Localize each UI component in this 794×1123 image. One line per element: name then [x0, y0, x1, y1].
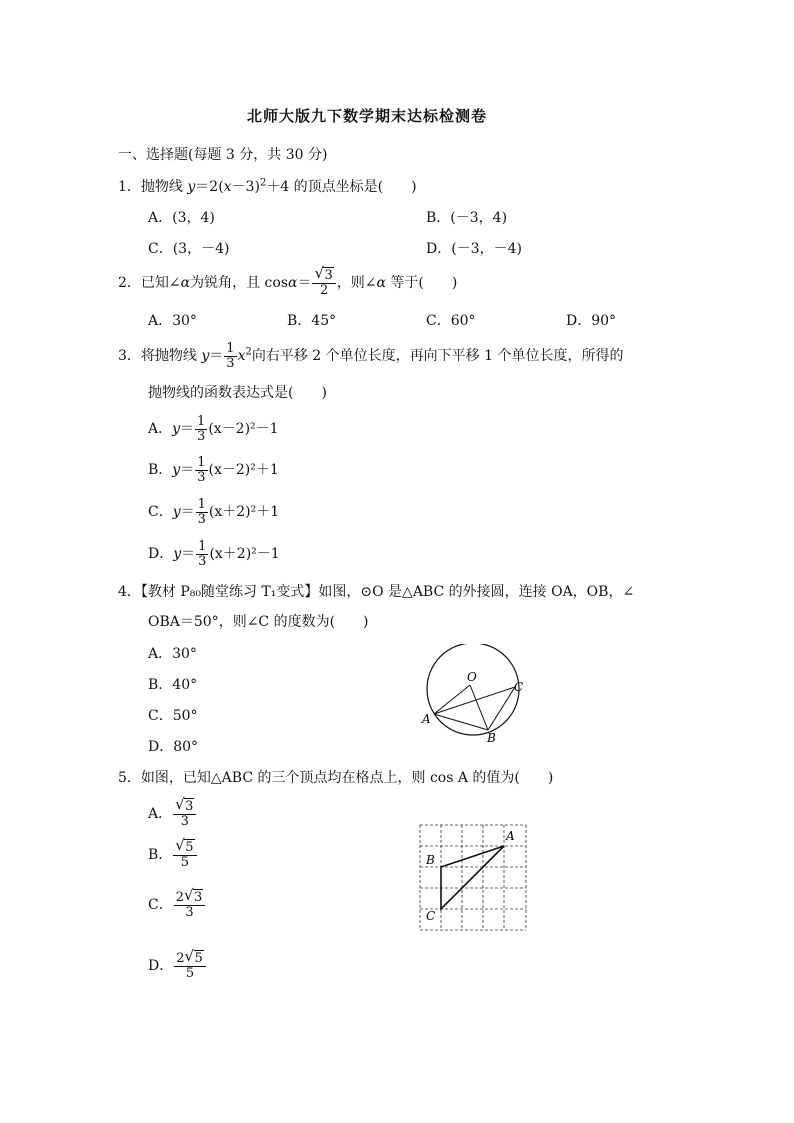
q4-option-b[interactable]: B．40° [148, 677, 198, 693]
label-c: C [514, 680, 524, 694]
q5-option-b[interactable]: B． √ 5 5 [148, 840, 198, 870]
q1-option-a[interactable]: A．(3，4) [148, 210, 215, 226]
q3-option-b[interactable]: B．y＝ $\frac{1}{3}$ (x－2)²＋1 [148, 454, 279, 485]
segment-bc [488, 687, 515, 730]
q5-option-a[interactable]: A． √ 3 3 [148, 799, 197, 829]
grid-figure [415, 820, 533, 934]
circle-figure [418, 644, 538, 744]
q4-option-d[interactable]: D．80° [148, 739, 199, 755]
q2-option-a[interactable]: A．30° [148, 313, 197, 329]
q1-option-d[interactable]: D．(－3，－4) [426, 241, 522, 257]
circumcircle [427, 644, 519, 735]
segment-oa [434, 685, 470, 714]
q2-option-d[interactable]: D．90° [566, 313, 617, 329]
q3-option-a[interactable]: A．y＝ $\frac{1}{3}$ (x－2)²－1 [148, 413, 279, 444]
question-4-line2: OBA＝50°，则∠C 的度数为( ) [148, 614, 369, 630]
segment-ob [470, 685, 488, 730]
q2-option-c[interactable]: C．60° [426, 313, 476, 329]
grid-label-b: B [426, 853, 435, 867]
page-title: 北师大版九下数学期末达标检测卷 [247, 107, 488, 125]
q5-option-c[interactable]: C． 2 √ 3 3 [148, 890, 206, 920]
question-3-line2: 抛物线的函数表达式是( ) [148, 385, 327, 401]
segment-ab [434, 714, 488, 730]
grid-label-a: A [506, 829, 515, 843]
q1-option-c[interactable]: C．(3，－4) [148, 241, 230, 257]
q4-option-a[interactable]: A．30° [148, 646, 197, 662]
q3-option-c[interactable]: C．y＝ $\frac{1}{3}$ (x＋2)²＋1 [148, 496, 280, 527]
section-heading: 一、选择题(每题 3 分，共 30 分) [118, 147, 328, 163]
q2-option-b[interactable]: B．45° [287, 313, 337, 329]
triangle-abc [441, 846, 504, 909]
segment-ac [434, 687, 515, 714]
question-4: 4．【教材 P₈₀随堂练习 T₁变式】如图，⊙O 是△ABC 的外接圆，连接 OA，OB，∠ [118, 584, 635, 600]
question-5: 5．如图，已知△ABC 的三个顶点均在格点上，则 cos A 的值为( ) [118, 770, 554, 786]
label-o: O [467, 670, 477, 684]
question-2: 2．已知∠α为锐角，且 cosα＝ √ 3 2 ，则∠α 等于( ) [118, 263, 458, 298]
q3-option-d[interactable]: D．y＝ $\frac{1}{3}$ (x＋2)²－1 [148, 538, 280, 569]
q1-option-b[interactable]: B．(－3，4) [426, 210, 508, 226]
q5-option-d[interactable]: D． 2 √ 5 5 [148, 951, 207, 981]
question-1: 1．抛物线 $y=2(x-3)^2+4$ 的顶点坐标是( ) [118, 177, 417, 195]
label-b: B [487, 731, 496, 744]
label-a: A [422, 712, 431, 726]
grid-label-c: C [426, 909, 436, 923]
q4-option-c[interactable]: C．50° [148, 708, 198, 724]
question-3: 3．将抛物线 y＝ $\frac{1}{3}$ $x^2$向右平移 2 个单位长度，再向下平移 1 个单位长度，所得的 [118, 340, 624, 371]
